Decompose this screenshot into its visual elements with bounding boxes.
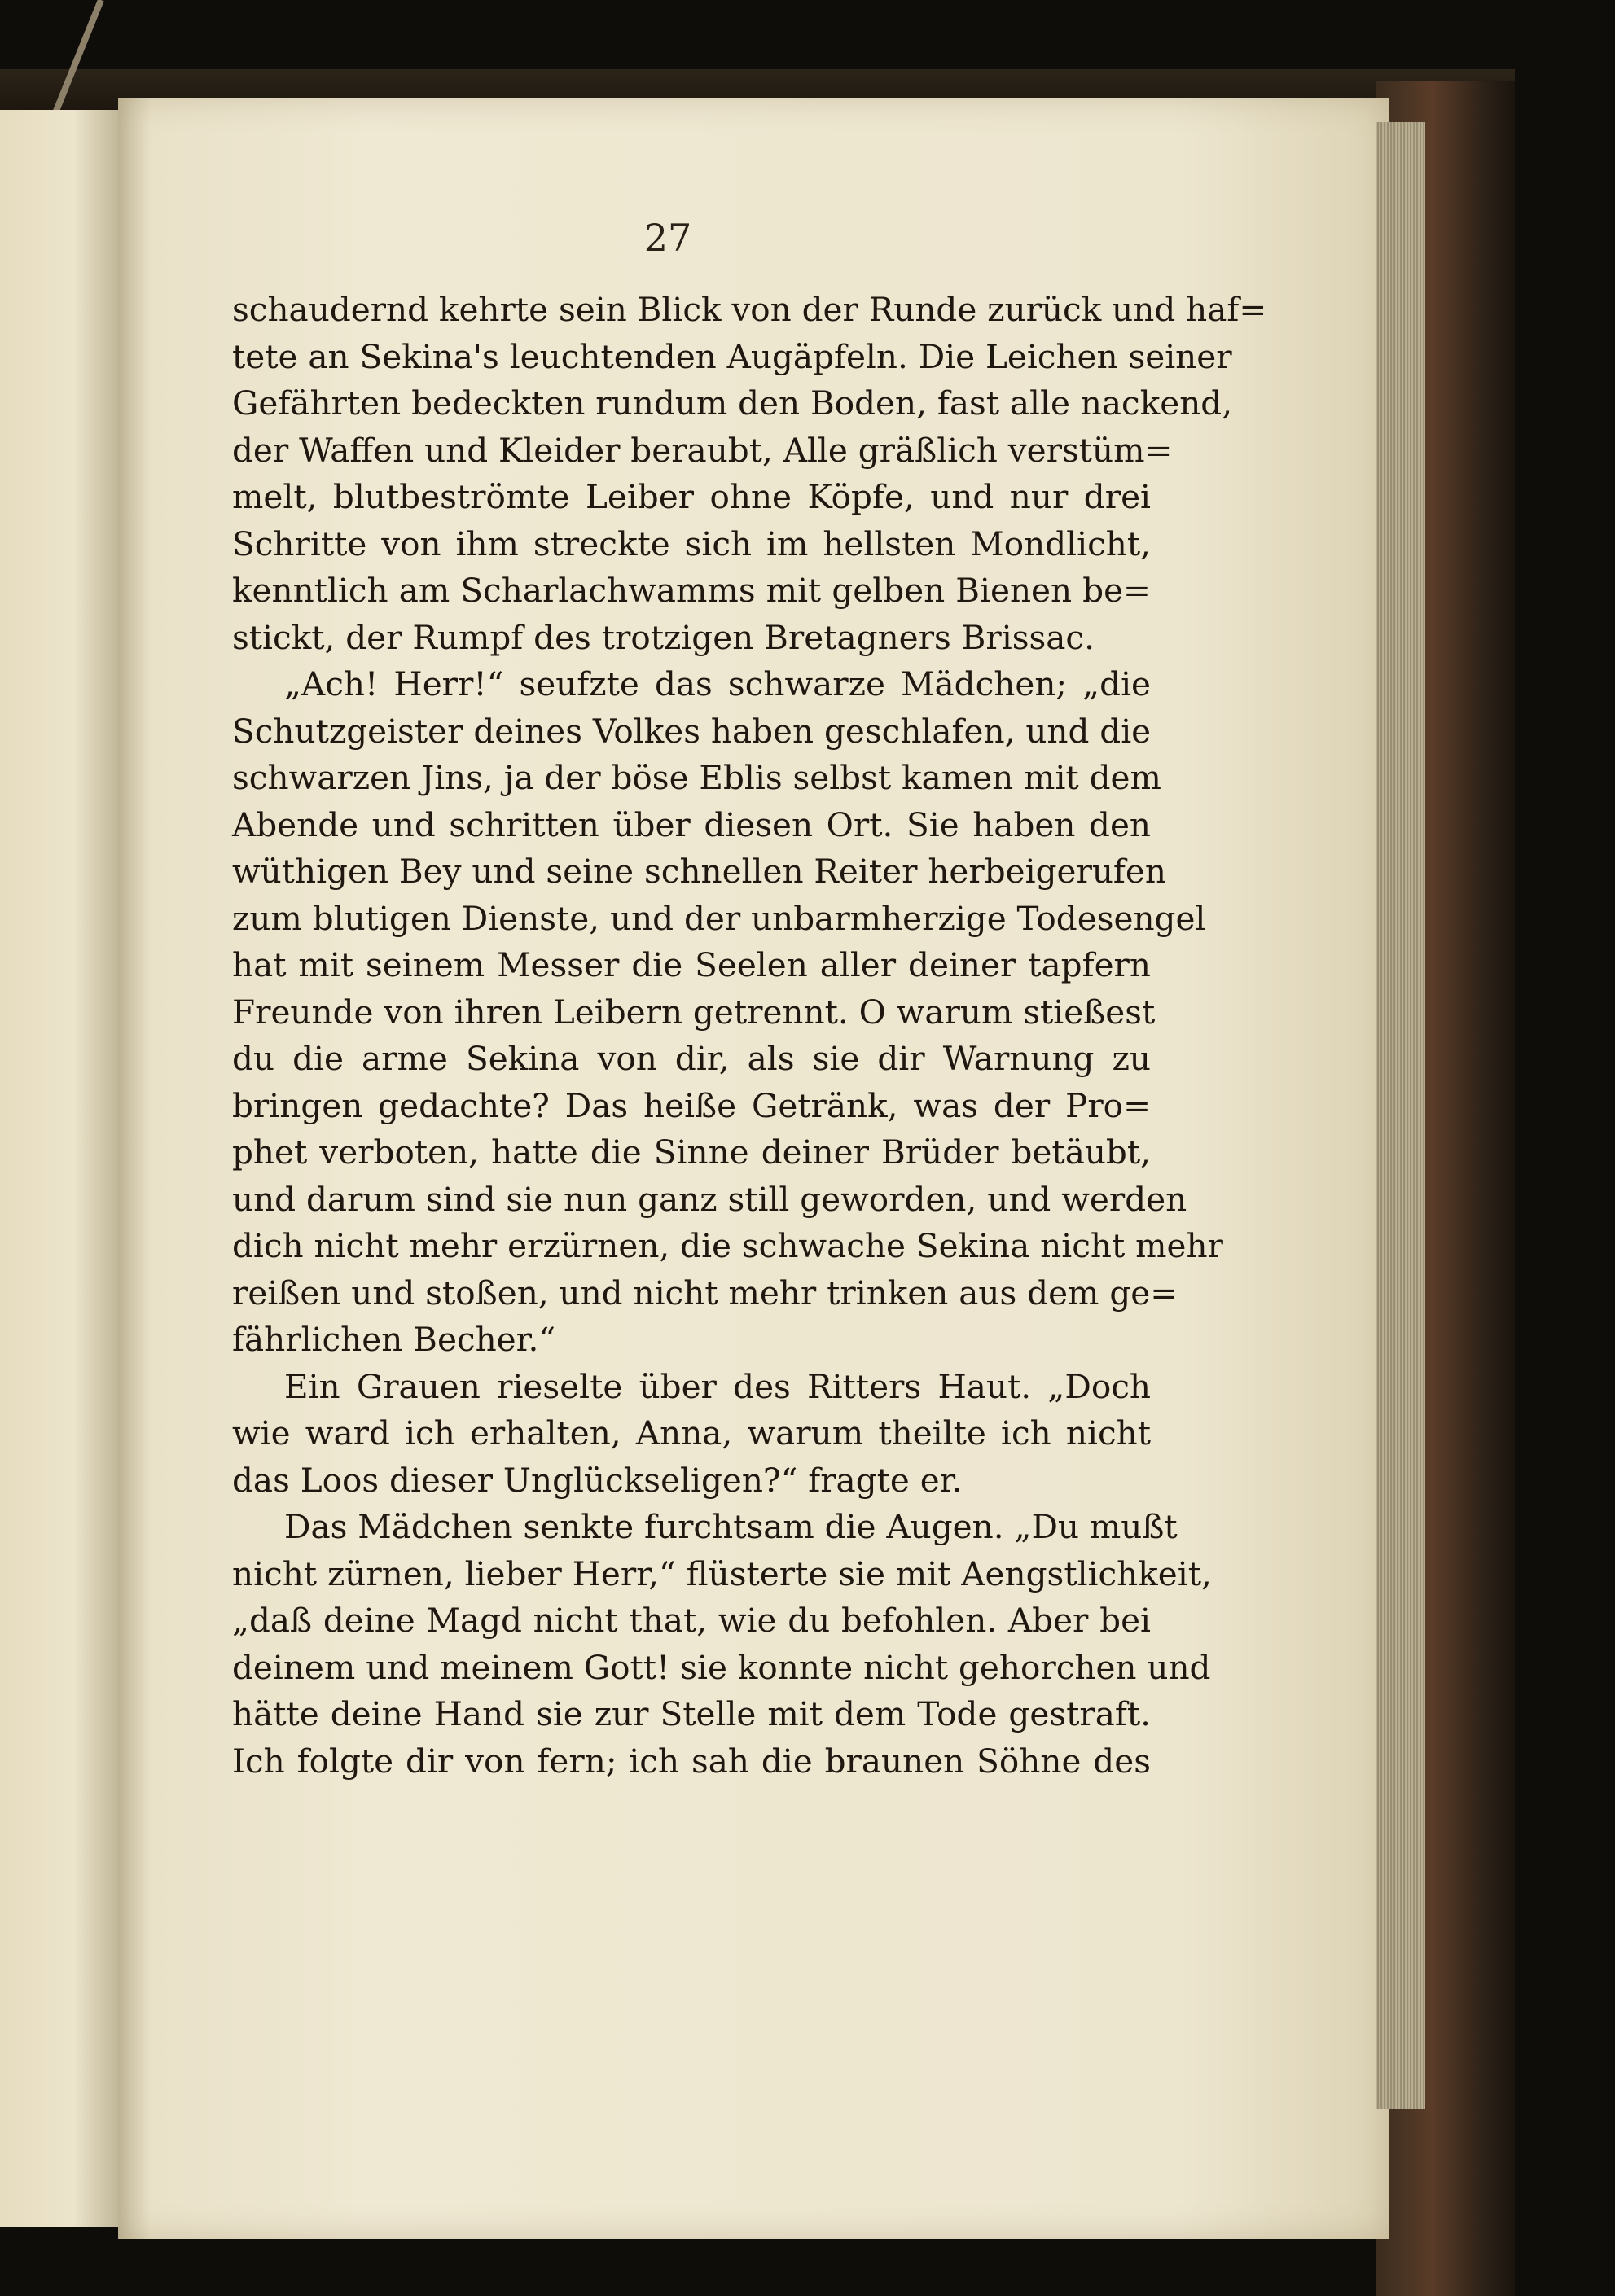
text-line: wie ward ich erhalten, Anna, warum theilte ich nicht	[232, 1413, 1151, 1453]
text-line: melt, blutbeströmte Leiber ohne Köpfe, und nur drei	[232, 477, 1151, 516]
text-line: reißen und stoßen, und nicht mehr trinken aus dem ge=	[232, 1273, 1178, 1312]
text-line: und darum sind sie nun ganz still geworden, und werden	[232, 1179, 1187, 1219]
text-line: dich nicht mehr erzürnen, die schwache Sekina nicht mehr	[232, 1226, 1223, 1265]
text-line: du die arme Sekina von dir, als sie dir Warnung zu	[232, 1039, 1151, 1078]
text-line: schwarzen Jins, ja der böse Eblis selbst kamen mit dem	[232, 758, 1161, 797]
text-line: bringen gedachte? Das heiße Getränk, was der Pro=	[232, 1085, 1151, 1125]
text-line: nicht zürnen, lieber Herr,“ flüsterte sie mit Aengstlichkeit,	[232, 1553, 1212, 1593]
text-line: „daß deine Magd nicht that, wie du befohlen. Aber bei	[232, 1601, 1151, 1640]
text-line: wüthigen Bey und seine schnellen Reiter herbeigerufen	[232, 852, 1166, 891]
text-line: kenntlich am Scharlachwamms mit gelben Bienen be=	[232, 571, 1151, 610]
text-line: Ein Grauen rieselte über des Ritters Haut. „Doch	[284, 1366, 1151, 1406]
text-line: Gefährten bedeckten rundum den Boden, fast alle nackend,	[232, 383, 1233, 423]
text-line: deinem und meinem Gott! sie konnte nicht gehorchen und	[232, 1647, 1211, 1687]
left-page-edge	[0, 110, 122, 2227]
text-line: fährlichen Becher.“	[232, 1320, 556, 1359]
text-line: das Loos dieser Unglückseligen?“ fragte er.	[232, 1460, 963, 1500]
text-line: hat mit seinem Messer die Seelen aller deiner tapfern	[232, 945, 1151, 984]
text-line: hätte deine Hand sie zur Stelle mit dem Tode gestraft.	[232, 1694, 1151, 1733]
text-line: Schritte von ihm streckte sich im hellsten Mondlicht,	[232, 524, 1151, 563]
text-line: Abende und schritten über diesen Ort. Sie haben den	[232, 804, 1151, 844]
body-text	[232, 287, 1267, 1785]
text-line: Ich folgte dir von fern; ich sah die braunen Söhne des	[232, 1741, 1151, 1781]
text-line: Freunde von ihren Leibern getrennt. O warum stießest	[232, 992, 1156, 1032]
text-line: der Waffen und Kleider beraubt, Alle gräßlich verstüm=	[232, 430, 1173, 470]
text-line: Das Mädchen senkte furchtsam die Augen. „Du mußt	[284, 1507, 1178, 1546]
text-line: „Ach! Herr!“ seufzte das schwarze Mädchen; „die	[284, 664, 1151, 703]
page-number: 27	[643, 216, 692, 260]
text-line: schaudernd kehrte sein Blick von der Runde zurück und haf=	[232, 290, 1267, 329]
text-line: Schutzgeister deines Volkes haben geschlafen, und die	[232, 711, 1152, 751]
text-line: phet verboten, hatte die Sinne deiner Brüder betäubt,	[232, 1133, 1151, 1172]
text-line: zum blutigen Dienste, und der unbarmherzige Todesengel	[232, 898, 1206, 938]
text-line: tete an Sekina's leuchtenden Augäpfeln. Die Leichen seiner	[232, 336, 1232, 376]
text-line: stickt, der Rumpf des trotzigen Bretagners Brissac.	[232, 617, 1095, 657]
page-edges	[1376, 122, 1425, 2109]
